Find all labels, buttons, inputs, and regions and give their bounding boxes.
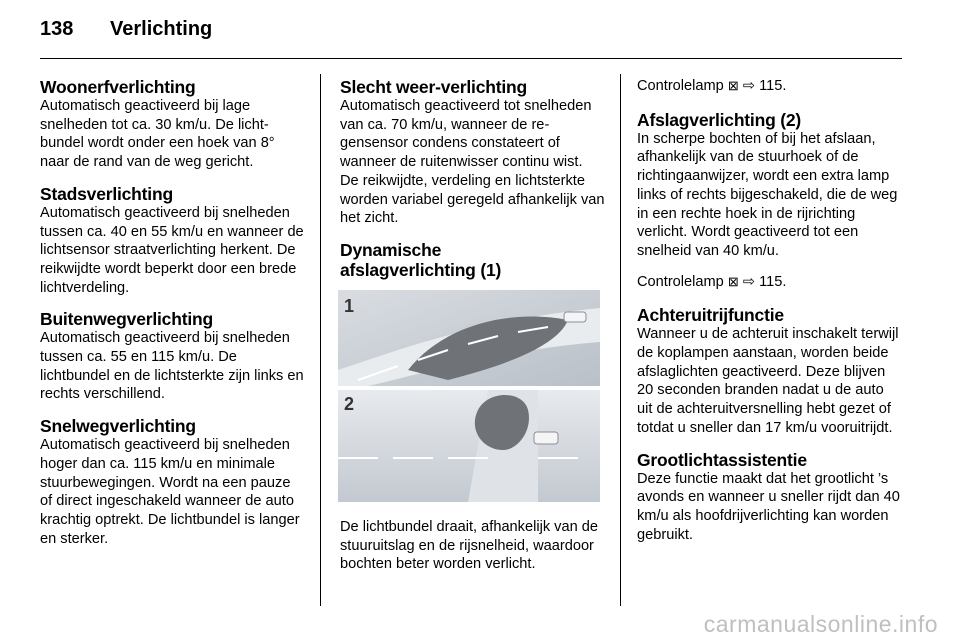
- section-heading-grootlicht: Grootlichtassistentie: [637, 449, 807, 470]
- page-number: 138: [40, 18, 74, 40]
- headlight-symbol-icon: ⊠: [727, 273, 739, 289]
- column-2: [340, 77, 605, 586]
- figure-caption: De lichtbundel draait, afhankelijk van de stuuruitslag en de rijsnelheid, waardoor bochten beter worden verlicht.: [340, 518, 598, 573]
- column-3: [637, 77, 902, 556]
- section-heading-stad: Stadsverlichting: [40, 183, 173, 204]
- panel-1-car: [564, 312, 586, 322]
- section-heading-dynamische-line2: afslagverlichting (1): [340, 259, 502, 280]
- section-text-slecht-weer: Automatisch geactiveerd tot snelheden van ca. 70 km/u, wanneer de regensensor condens constateert of wanneer de ruitenwisser continu wist. De reikwijdte, verdeling en lichtsterkte worden variabel geregeld afhankelijk van het zicht.: [340, 98, 605, 227]
- ref-prefix: Controlelamp: [637, 78, 724, 94]
- ref-page[interactable]: 115.: [759, 273, 787, 290]
- section-text-stad: Automatisch geactiveerd bij snelheden tussen ca. 40 en 55 km/u en wanneer de lichtsensor straatverlichting herkent. De reikwijdte wordt beperkt door een brede lichtverdeling.: [40, 204, 304, 296]
- illustration-svg: [338, 290, 600, 502]
- section-text-grootlicht: Deze functie maakt dat het grootlicht ’s avonds en wanneer u sneller rijdt dan 40 km/u als hoofdrijverlichting kan worden gebruikt.: [637, 470, 900, 543]
- column-1: [40, 77, 305, 560]
- page-arrow-icon: ⇨: [742, 273, 756, 290]
- column-divider-1: [320, 74, 321, 606]
- ref-prefix: Controlelamp: [637, 273, 724, 290]
- page-arrow-icon: ⇨: [742, 78, 756, 94]
- ref-page[interactable]: 115.: [759, 78, 787, 94]
- section-heading-slecht-weer: Slecht weer-verlichting: [340, 77, 527, 97]
- section-text-buitenweg: Automatisch geactiveerd bij snelheden tussen ca. 55 en 115 km/u. De lichtbundel en de lichtsterkte zijn links en rechts verschillend.: [40, 330, 304, 403]
- figure-label-2: 2: [344, 393, 355, 414]
- headlight-illustration: [338, 290, 600, 502]
- panel-separator: [338, 386, 600, 390]
- section-heading-afslag: Afslagverlichting (2): [637, 109, 802, 130]
- section-text-afslag: In scherpe bochten of bij het afslaan, afhankelijk van de stuurhoek of de richtingaanwijzer, wordt een extra lamp links of rechts bijgeschakeld, die de weg in een rechte hoek in de rijrichting verlicht. Wordt geactiveerd tot een snelheid van 40 km/u.: [637, 130, 898, 259]
- controlelamp-reference-1: [637, 77, 902, 96]
- section-text-snelweg: Automatisch geactiveerd bij snelheden hoger dan ca. 115 km/u en minimale stuurbewegingen. Wordt na een pauze of direct ingeschakeld wanneer de auto krachtig optrekt. De lichtbundel is langer en sterker.: [40, 437, 300, 547]
- section-heading-woonerf: Woonerfverlichting: [40, 77, 196, 97]
- section-heading-snelweg: Snelwegverlichting: [40, 416, 196, 437]
- section-text-woonerf: Automatisch geactiveerd bij lage snelheden tot ca. 30 km/u. De lichtbundel wordt onder een hoek van 8° naar de rand van de weg gericht.: [40, 98, 275, 171]
- section-text-achteruit: Wanneer u de achteruit inschakelt terwijl de koplampen aanstaan, worden beide afslaglichten geactiveerd. Deze blijven 20 seconden branden nadat u de auto uit de achteruitversnelling hebt gezet of totdat u sneller dan 17 km/u vooruitrijdt.: [637, 326, 899, 436]
- column-divider-2: [620, 74, 621, 606]
- section-heading-buitenweg: Buitenwegverlichting: [40, 309, 213, 330]
- controlelamp-reference-2: [637, 273, 902, 292]
- headlight-symbol-icon: ⊠: [727, 78, 739, 93]
- watermark: carmanualsonline.info: [703, 611, 938, 637]
- panel-2-car: [534, 432, 558, 444]
- panel-2-background: [338, 390, 600, 502]
- header-rule: [40, 58, 902, 59]
- page-title: Verlichting: [110, 18, 213, 40]
- page-header: [40, 18, 910, 46]
- section-heading-achteruit: Achteruitrijfunctie: [637, 305, 784, 326]
- section-heading-dynamische-line1: Dynamische: [340, 239, 442, 260]
- figure-label-1: 1: [344, 295, 355, 316]
